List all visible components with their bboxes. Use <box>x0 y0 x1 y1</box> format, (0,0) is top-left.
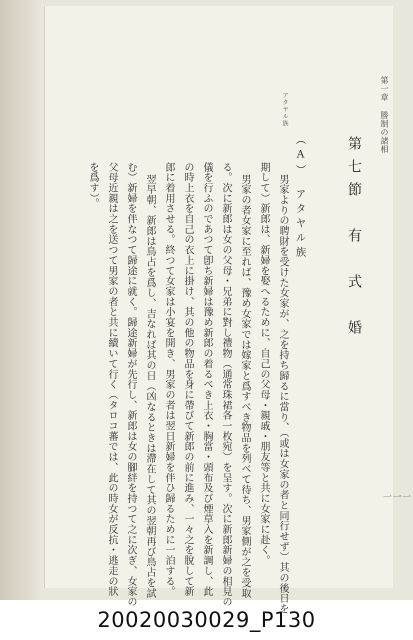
side-note: アタヤル族 <box>281 92 288 127</box>
body-column: の時上衣を自己の衣上に掛け、其の他の物品を身に帶びて新郎の前に進み、一々之を脫して新 <box>182 162 193 597</box>
body-column: 郎に着用させる。終つて女家は小宴を開き、男家の者は翌日新婦を伴ひ歸るために一泊する。 <box>163 162 174 597</box>
section-title: 第七節 有 式 婚 <box>346 136 362 343</box>
image-id-label: 20020030029_P130 <box>97 608 316 632</box>
subsection-title: （A） アタヤル族 <box>294 134 307 261</box>
body-column: 翌早朝、新郎は鳥占を爲し、吉なれば其の日（凶なるときは滯在して其の翌朝再び鳥占を試 <box>144 174 155 599</box>
page-number: 一一一 <box>383 493 412 503</box>
body-column: る。次に新郎は女の父母・兄弟に對し禮物（通常珠裙各一枚宛）を呈す。次に新郎新婦の相見の <box>220 162 231 608</box>
document-page <box>44 6 412 615</box>
body-column: 期して）新郎は、新婦を娶へるために、自己の父母・親戚・朋友等と共に女家に赴く。 <box>258 162 269 566</box>
body-column: 儀を行ふのであつて卽ち新婦は豫め新郎の着るべき上衣・胸當・頭布及び煙草入を新調し、此 <box>201 162 212 597</box>
body-column: 男家の者女家に至れば、豫め女家では嫁家と爲すべき物品を列べて待ち、男家側が之を受取 <box>239 174 250 599</box>
body-column: む）新婦を伴なつて歸途に就く。歸途新婦が先行し、新郎は女の腳絆を持つて之に次ぎ、女家の <box>125 162 136 608</box>
book-gutter <box>0 0 42 600</box>
body-column: を爲す）。 <box>87 162 98 209</box>
body-column: 父母近親は之を送つて男家の者と共に續いて行く（タロコ蕃では、此の時女が反抗・逃走の狀 <box>106 162 117 597</box>
running-head: 第一章 勝制の諸相 <box>380 76 389 154</box>
body-column: 男家よりの聘財を受けた女家が、之を持ち歸るに當り、（或は女家の者と同行せず）其の後日を <box>277 174 288 615</box>
